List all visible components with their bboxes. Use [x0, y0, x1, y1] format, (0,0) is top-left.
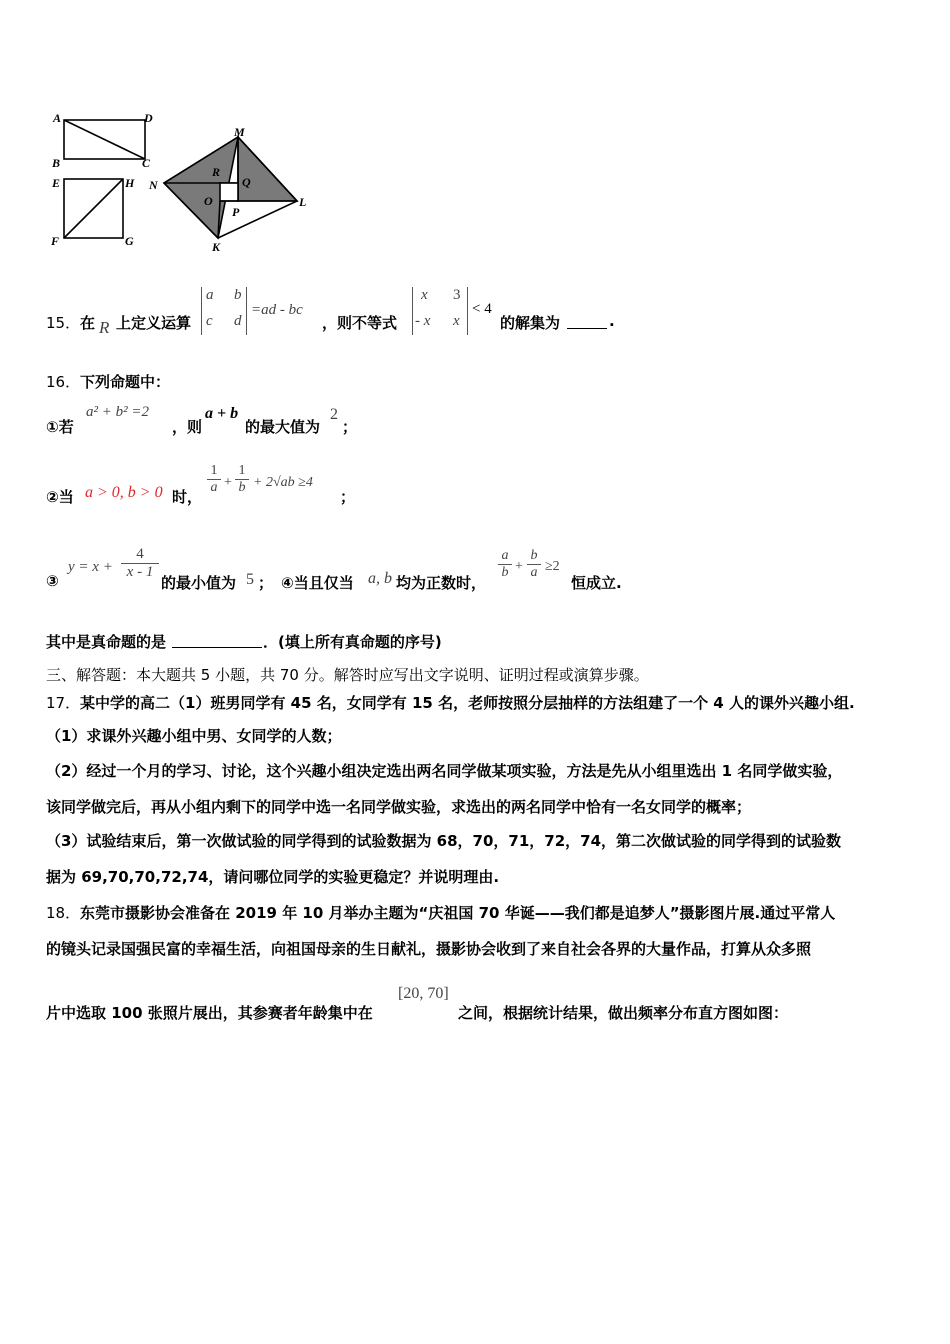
q18-line-3b: 之间，根据统计结果，做出频率分布直方图如图：: [458, 1004, 789, 1022]
q17-part-3-line-2: 据为 69,70,70,72,74，请问哪位同学的实验更稳定？并说明理由.: [46, 868, 500, 886]
q16-p1-condition: a² + b² =2: [86, 404, 149, 420]
inner-square: [220, 183, 238, 201]
q18-line-2: 的镜头记录国强民富的幸福生活，向祖国母亲的生日献礼，摄影协会收到了来自社会各界的大量作品，打算从众多照: [46, 940, 812, 958]
q15-text-3: ，则不等式: [322, 314, 398, 332]
frac3-numerator: 4: [136, 546, 144, 562]
q17-stem: 某中学的高二（1）班男同学有 45 名，女同学有 15 名，老师按照分层抽样的方法组建了一个 4 人的课外兴趣小组.: [80, 694, 855, 712]
q16-p3-lhs: y = x +: [68, 559, 113, 575]
label-q: Q: [242, 175, 251, 189]
q16-p2-text-1: 时，: [172, 488, 203, 506]
q17-part-2-line-2: 该同学做完后，再从小组内剩下的同学中选一名同学做实验，求选出的两名同学中恰有一名女同学的概率；: [46, 798, 752, 816]
det1-d: d: [234, 313, 242, 329]
label-n: N: [149, 178, 158, 192]
q15-determinant-ineq: [412, 287, 468, 335]
label-c: C: [142, 156, 151, 170]
q16-p4-text-1: 均为正数时，: [396, 574, 487, 592]
label-g: G: [125, 234, 134, 248]
q16-p4-mark: ④当且仅当: [281, 574, 354, 592]
q16-p4-vars: a, b: [368, 570, 392, 587]
section3-heading: 三、解答题：本大题共 5 小题，共 70 分。解答时应写出文字说明、证明过程或演算步骤。: [46, 666, 649, 684]
q17-part-3-line-1: （3）试验结束后，第一次做试验的同学得到的试验数据为 68，70，71，72，74，第二次做试验的同学得到的试验数: [46, 832, 842, 850]
q17-part-2-line-1: （2）经过一个月的学习、讨论，这个兴趣小组决定选出两名同学做某项实验，方法是先从小组里选出 1 名同学做实验，: [46, 762, 843, 780]
q18-line-1: 东莞市摄影协会准备在 2019 年 10 月举办主题为“庆祖国 70 华诞——我们都是追梦人”摄影图片展.通过平常人: [80, 904, 836, 922]
frac5-denominator: a: [527, 564, 541, 581]
q16-p2-fraction-1: [207, 463, 221, 496]
label-l: L: [299, 195, 307, 209]
label-a: A: [53, 111, 62, 125]
q16-p2-fraction-2: [235, 463, 249, 496]
label-m: M: [234, 125, 245, 139]
label-k: K: [212, 240, 221, 254]
q15-end: .: [609, 312, 615, 330]
q16-answer-prompt: 其中是真命题的是: [46, 633, 167, 651]
q16-p1-end: ；: [342, 418, 358, 436]
q17-part-1: （1）求课外兴趣小组中男、女同学的人数；: [46, 727, 342, 745]
q15-inequality: < 4: [472, 301, 492, 317]
q16-p3-mark: ③: [46, 572, 59, 590]
frac1-numerator: 1: [210, 463, 218, 478]
frac4-denominator: b: [498, 564, 512, 581]
frac2-numerator: 1: [238, 463, 246, 478]
label-r: R: [212, 165, 221, 179]
q15-definition: =ad - bc: [251, 302, 303, 318]
frac3-denominator: x - 1: [121, 563, 159, 581]
q16-p3-fraction: [121, 546, 159, 581]
label-e: E: [52, 176, 61, 190]
q16-p1-expression: a + b: [205, 405, 239, 422]
label-f: F: [51, 234, 60, 248]
q16-p1-mark: ①若: [46, 418, 74, 436]
q15-number: 15．: [46, 314, 81, 332]
label-o: O: [204, 194, 213, 208]
q18-number: 18．: [46, 904, 81, 922]
q15-text-2: 上定义运算: [116, 314, 192, 332]
q16-p4-plus: +: [515, 559, 523, 574]
diagonal-ac: [64, 120, 145, 159]
q17-number: 17．: [46, 694, 81, 712]
q16-p2-condition: a > 0, b > 0: [85, 484, 163, 501]
q16-p3-text-1: 的最小值为: [161, 574, 237, 592]
q16-p1-text-1: ，则: [172, 418, 203, 436]
q16-answer-blank: [172, 633, 262, 648]
q16-p2-mark: ②当: [46, 488, 74, 506]
frac2-denominator: b: [235, 479, 249, 496]
q15-answer-blank: [567, 314, 607, 329]
det1-b: b: [234, 287, 242, 303]
q16-answer-note: ．(填上所有真命题的序号): [263, 633, 442, 651]
det2-a: x: [421, 287, 428, 303]
q15-determinant-def: [201, 287, 247, 335]
det1-c: c: [206, 313, 213, 329]
frac1-denominator: a: [207, 479, 221, 496]
q18-age-range: [20, 70]: [398, 985, 449, 1002]
q15-set-r: R: [99, 318, 110, 337]
q16-p3-value: 5: [246, 571, 254, 588]
q16-number: 16．: [46, 373, 81, 391]
q16-p2-end: ；: [340, 488, 356, 506]
q16-p2-tail: + 2√ab ≥4: [253, 475, 313, 490]
det2-d: x: [453, 313, 460, 329]
q18-line-3a: 片中选取 100 张照片展出，其参赛者年龄集中在: [46, 1004, 373, 1022]
q16-p1-value: 2: [330, 406, 338, 423]
geometry-figure: [40, 108, 320, 258]
q16-p3-text-2: ；: [258, 574, 274, 592]
det2-c: - x: [415, 313, 431, 329]
q15-text-1: 在: [80, 314, 96, 332]
label-d: D: [144, 111, 153, 125]
frac5-numerator: b: [530, 548, 538, 563]
q16-title: 下列命题中：: [80, 373, 171, 391]
q16-p4-fraction-2: [527, 548, 541, 581]
q16-p2-plus: +: [224, 475, 232, 490]
label-p: P: [232, 205, 240, 219]
q16-p1-text-2: 的最大值为: [245, 418, 321, 436]
det2-b: 3: [453, 287, 461, 303]
label-b: B: [52, 156, 61, 170]
frac4-numerator: a: [501, 548, 509, 563]
q16-p4-tail: ≥2: [545, 559, 560, 574]
diagonal-hf: [64, 179, 123, 238]
det1-a: a: [206, 287, 214, 303]
label-h: H: [125, 176, 135, 190]
q16-p4-fraction-1: [498, 548, 512, 581]
q16-p4-text-2: 恒成立.: [571, 574, 622, 592]
q15-text-4: 的解集为: [500, 314, 561, 332]
